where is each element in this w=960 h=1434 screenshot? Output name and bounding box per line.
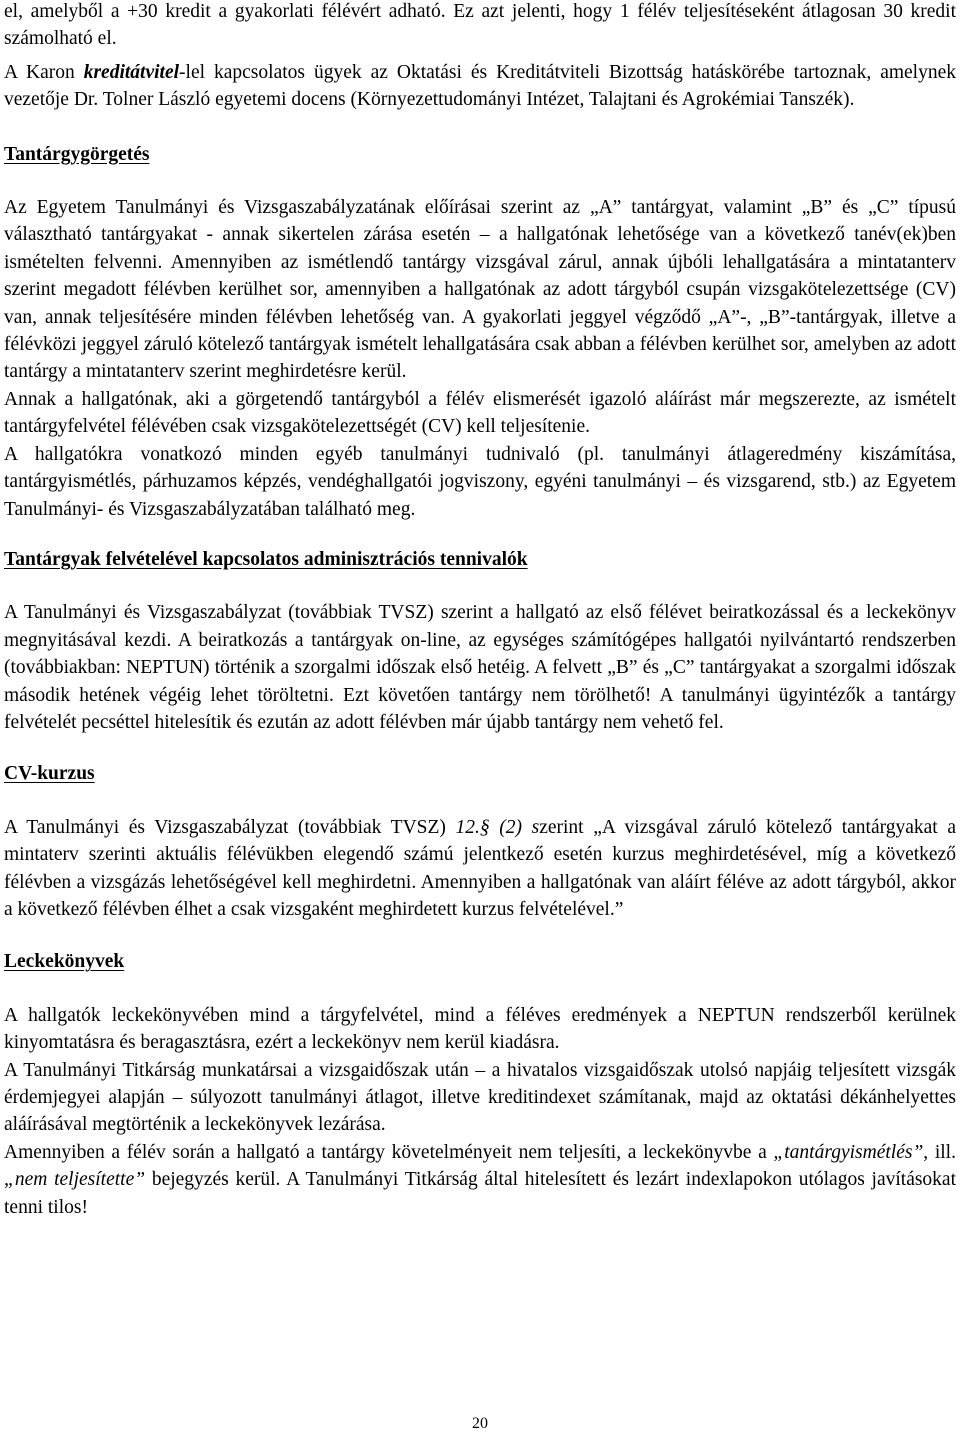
nem-teljesitette-term: „nem teljesítette” bbox=[4, 1169, 146, 1191]
cv-section-reference: 12.§ (2) s bbox=[455, 816, 540, 838]
heading-cv-kurzus: CV-kurzus bbox=[4, 763, 95, 785]
leckekonyvek-body bbox=[4, 1002, 956, 1221]
cv-body bbox=[4, 814, 956, 924]
leckekonyvek-paragraph-2: A Tanulmányi Titkárság munkatársai a vizsgaidőszak után – a hivatalos vizsgaidőszak utolsó napjáig teljesített vizsgák érdemjegyei alapján – súlyozott tanulmányi átlagot, illetve kreditindexet számítanak, majd az oktatási dékánhelyettes aláírásával megtörténik a leckekönyvek lezárása. bbox=[4, 1059, 956, 1136]
leckekonyvek-paragraph-3 bbox=[4, 1139, 956, 1221]
leck-p3-ill: , ill. bbox=[923, 1141, 956, 1163]
document-page bbox=[4, 0, 956, 1434]
tantargygorgetes-paragraph-2: Annak a hallgatónak, aki a görgetendő tantárgyból a félév elismerését igazoló aláírást már megszerezte, az ismételt tantárgyfelvétel félévében csak vizsgakötelezettségét (CV) kell teljesítenie. bbox=[4, 388, 956, 438]
tantargyismetles-term: „tantárgyismétlés” bbox=[773, 1141, 924, 1163]
felvetel-body bbox=[4, 599, 956, 736]
heading-tantargygorgetes: Tantárgygörgetés bbox=[4, 143, 150, 165]
leck-p3-start: Amennyiben a félév során a hallgató a tantárgy követelményeit nem teljesíti, a leckekönyvbe a bbox=[4, 1141, 774, 1163]
felvetel-paragraph-1: A Tanulmányi és Vizsgaszabályzat (továbbiak TVSZ) szerint a hallgató az első félévet beiratkozással és a leckekönyv megnyitásával kezdi. A beiratkozás a tantárgyak on-line, az egységes számítógépes hallgatói nyilvántartó rendszerben (továbbiakban: NEPTUN) történik a szorgalmi időszak első hetéig. A felvett „B” és „C” tantárgyakat a szorgalmi időszak második hetének végéig lehet töröltetni. Ezt követően tantárgy nem törölhető! A tanulmányi ügyintézők a tantárgy felvételét pecséttel hitelesítik és ezután az adott félévben már újabb tantárgy nem vehető fel. bbox=[4, 602, 956, 733]
heading-tantargyak-felvetele: Tantárgyak felvételével kapcsolatos adminisztrációs tennivalók bbox=[4, 548, 528, 570]
cv-p1-start: A Tanulmányi és Vizsgaszabályzat (továbbiak TVSZ) bbox=[4, 816, 456, 838]
cv-paragraph-1 bbox=[4, 814, 956, 924]
tantargygorgetes-paragraph-3: A hallgatókra vonatkozó minden egyéb tanulmányi tudnivaló (pl. tanulmányi átlageredmény kiszámítása, tantárgyismétlés, párhuzamos képzés, vendéghallgatói jogviszony, egyéni tanulmányi – és vizsgarend, stb.) az Egyetem Tanulmányi- és Vizsgaszabályzatában található meg. bbox=[4, 443, 956, 520]
page-number: 20 bbox=[472, 1415, 488, 1432]
intro-paragraph-2 bbox=[4, 59, 956, 114]
cv-p1-rest: zerint „A vizsgával záruló kötelező tantárgyakat a mintaterv szerinti aktuális félévükben elegendő számú jelentkező esetén kurzus meghirdetésével, míg a következő félévben a vizsgázás lehetőségével kell meghirdetni. Amennyiben a hallgatónak van aláírt féléve az adott tárgyból, akkor a következő félévben élhet a csak vizsgaként meghirdetett kurzus felvételével.” bbox=[4, 816, 956, 920]
heading-leckekonyvek: Leckekönyvek bbox=[4, 951, 125, 973]
tantargygorgetes-paragraph-1: Az Egyetem Tanulmányi és Vizsgaszabályzatának előírásai szerint az „A” tantárgyat, valamint „B” és „C” típusú választható tantárgyakat - annak sikertelen zárása esetén – a hallgatónak lehetősége van a következő tanév(ek)ben ismételten felvenni. Amennyiben az ismétlendő tantárgy vizsgával zárul, annak újbóli lehallgatására a mintatanterv szerint megadott félévben kerülhet sor, amennyiben a hallgatónak az adott tárgyból csupán vizsgakötelezettsége (CV) van, annak teljesítésére minden félévben lehetőség van. A gyakorlati jeggyel végződő „A”-, „B”-tantárgyak, illetve a félévközi jeggyel záruló kötelező tantárgyak ismételt lehallgatására csak abban a félévben kerülhet sor, amelyben az adott tantárgy a mintatanterv szerint meghirdetésre kerül. bbox=[4, 197, 956, 383]
intro-p2-start: A Karon bbox=[4, 61, 84, 83]
kreditatvitel-term: kreditátvitel bbox=[83, 61, 180, 83]
leckekonyvek-paragraph-1: A hallgatók leckekönyvében mind a tárgyfelvétel, mind a féléves eredmények a NEPTUN rendszerből kerülnek kinyomtatásra és beragasztásra, ezért a leckekönyv nem kerül kiadásra. bbox=[4, 1004, 956, 1054]
tantargygorgetes-body bbox=[4, 194, 956, 523]
leck-p3-rest: bejegyzés kerül. A Tanulmányi Titkárság által hitelesített és lezárt indexlapokon utólagos javításokat tenni tilos! bbox=[4, 1169, 957, 1218]
intro-p2-rest: -lel kapcsolatos ügyek az Oktatási és Kreditátviteli Bizottság hatáskörébe tartoznak, amelynek vezetője Dr. Tolner László egyetemi docens (Környezettudományi Intézet, Talajtani és Agrokémiai Tanszék). bbox=[4, 61, 956, 111]
intro-paragraph-1: el, amelyből a +30 kredit a gyakorlati félévért adható. Ez azt jelenti, hogy 1 félév teljesítéseként átlagosan 30 kredit számolható el. bbox=[4, 1, 956, 50]
